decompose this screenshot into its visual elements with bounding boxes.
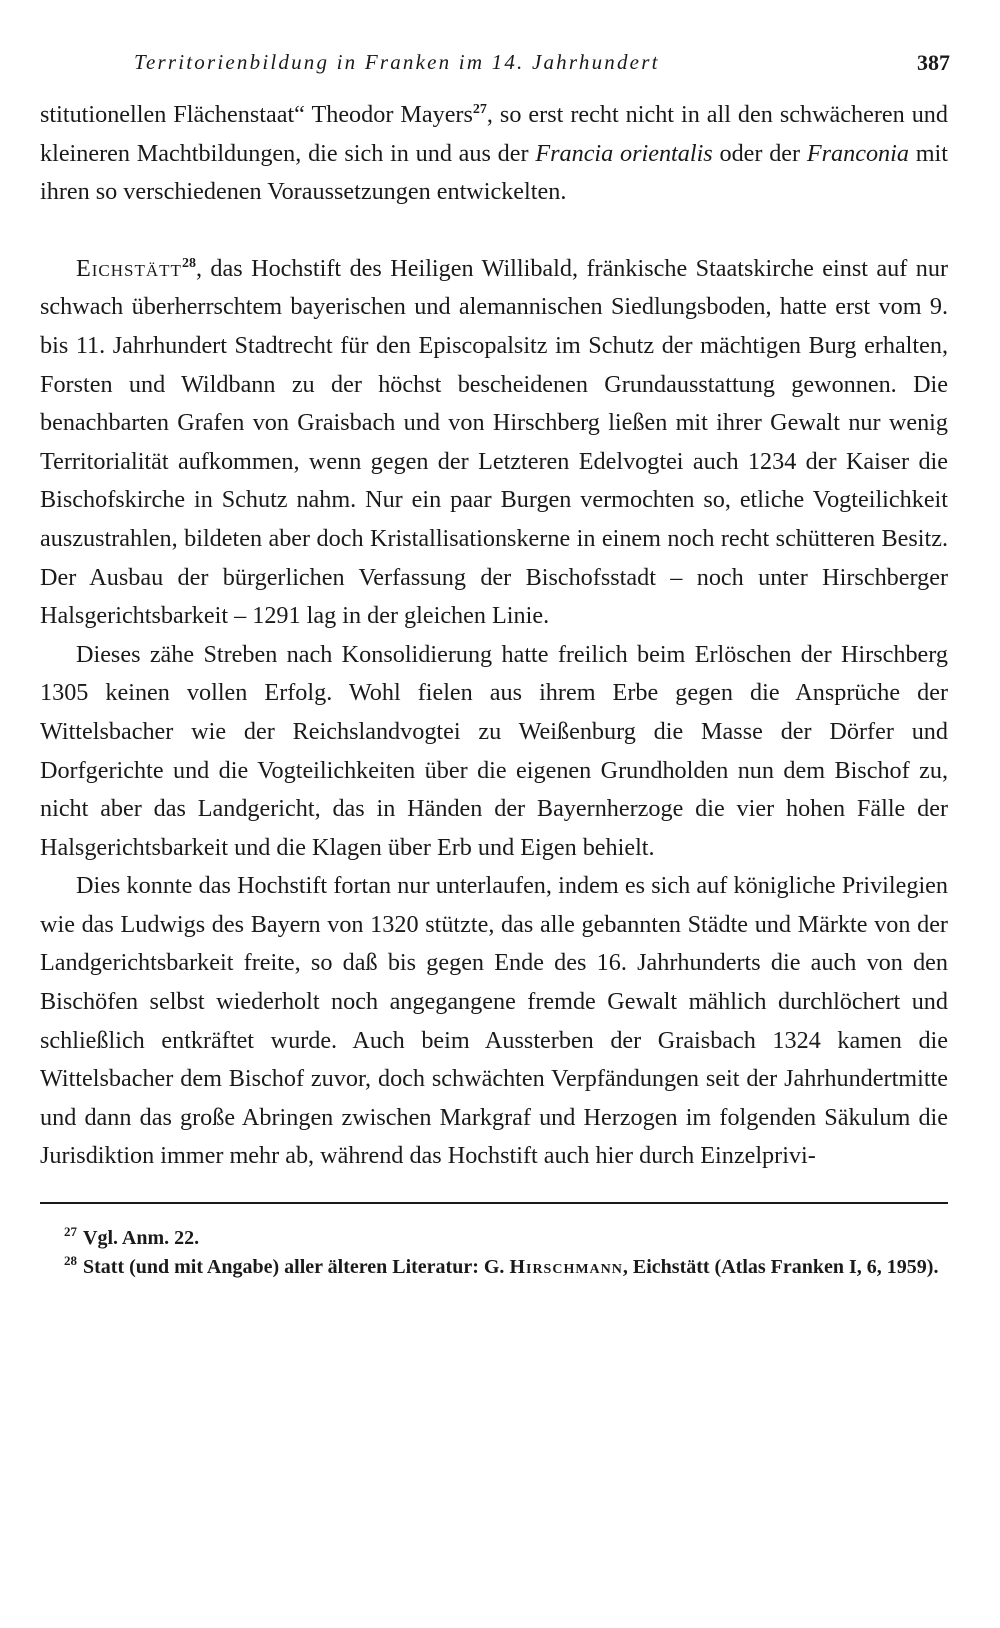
heading-eichstaett: Eichstätt xyxy=(76,254,182,282)
page xyxy=(40,44,948,1282)
footnote-text: Vgl. Anm. 22. xyxy=(83,1227,200,1250)
running-head xyxy=(40,44,948,84)
term-francia-orientalis: Francia orientalis xyxy=(535,139,713,167)
footnote-text-a: Statt (und mit Angabe) aller älteren Literatur: G. xyxy=(83,1256,510,1279)
paragraph-2-text: , das Hochstift des Heiligen Willibald, fränkische Staatskirche einst auf nur schwach überherrschtem bayerischen und alemannischen Siedlungsboden, hatte erst vom 9. bis 11. Jahrhundert Stadtrecht für den Episcopalsitz im Schutz der mächtigen Burg erhalten, Forsten und Wildbann zu der höchst bescheidenen Grundausstattung gewonnen. Die benachbarten Grafen von Graisbach und von Hirschberg ließen mit ihrer Gewalt nur wenig Territorialität aufkommen, wenn gegen der Letzteren Edelvogtei auch 1234 der Kaiser die Bischofskirche in Schutz nahm. Nur ein paar Burgen vermochten so, etliche Vogteilichkeit auszustrahlen, bildeten aber doch Kristallisationskerne in einem noch recht schütteren Besitz. Der Ausbau der bürgerlichen Verfassung der Bischofsstadt – noch unter Hirschberger Halsgerichtsbarkeit – 1291 lag in der gleichen Linie. xyxy=(40,254,948,630)
footnote-rule xyxy=(40,1202,948,1204)
footnote-27 xyxy=(40,1224,948,1253)
footnotes xyxy=(40,1224,948,1282)
footnote-ref-27[interactable]: 27 xyxy=(472,101,487,117)
paragraph-1-text-c: oder der xyxy=(712,139,807,167)
paragraph-1-text-d: mit ihren so verschiedenen Voraussetzungen entwickelten. xyxy=(40,139,948,206)
footnote-28 xyxy=(40,1253,948,1282)
paragraph-1-text-b: , so erst recht nicht in all den schwächeren und kleineren Machtbildungen, die sich in und aus der xyxy=(40,101,948,167)
paragraph-1-text-a: stitutionellen Flächenstaat“ Theodor Mayers xyxy=(40,101,473,128)
term-franconia: Franconia xyxy=(806,139,909,167)
running-title: Territorienbildung in Franken im 14. Jahrhundert xyxy=(134,50,660,74)
paragraph-1 xyxy=(40,96,948,212)
paragraph-4: Dies konnte das Hochstift fortan nur unterlaufen, indem es sich auf königliche Privilegien wie das Ludwigs des Bayern von 1320 stützte, das alle gebannten Städte und Märkte von der Landgerichtsbarkeit freite, so daß bis gegen Ende des 16. Jahrhunderts die auch von den Bischöfen selbst wiederholt noch angegangene fremde Gewalt mählich durchlöchert und schließlich entkräftet wurde. Auch beim Aussterben der Graisbach 1324 kamen die Wittelsbacher dem Bischof zuvor, doch schwächten Verpfändungen seit der Jahrhundertmitte und dann das große Abringen zwischen Markgraf und Herzogen im folgenden Säkulum die Jurisdiktion immer mehr ab, während das Hochstift auch hier durch Einzelprivi- xyxy=(40,872,948,1170)
paragraph-3: Dieses zähe Streben nach Konsolidierung hatte freilich beim Erlöschen der Hirschberg 1305 keinen vollen Erfolg. Wohl fielen aus ihrem Erbe gegen die Ansprüche der Wittelsbacher wie der Reichslandvogtei zu Weißenburg die Masse der Dörfer und Dorfgerichte und die Vogteilichkeiten über die eigenen Grundholden nun dem Bischof zu, nicht aber das Landgericht, das in Händen der Bayernherzoge die vier hohen Fälle der Halsgerichtsbarkeit und die Klagen über Erb und Eigen behielt. xyxy=(40,640,948,861)
footnote-number: 28 xyxy=(64,1253,77,1269)
page-number: 387 xyxy=(917,50,950,75)
footnote-ref-28[interactable]: 28 xyxy=(181,255,196,271)
footnote-number: 27 xyxy=(64,1224,77,1240)
body-text xyxy=(40,96,948,1176)
paragraph-2 xyxy=(40,250,948,636)
footnote-text-b: , Eichstätt (Atlas Franken I, 6, 1959). xyxy=(622,1256,939,1279)
footnote-author: Hirschmann xyxy=(509,1256,623,1279)
